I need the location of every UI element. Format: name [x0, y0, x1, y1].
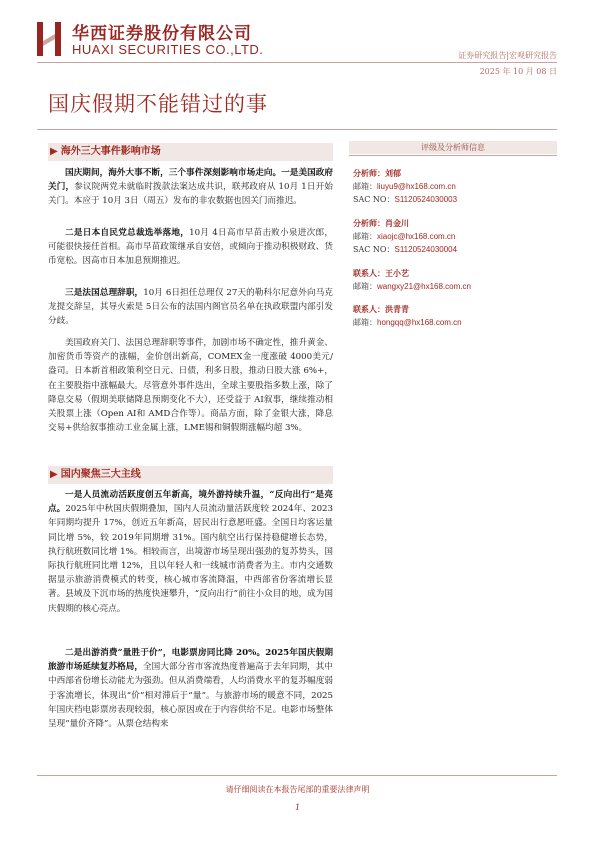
- contact-email[interactable]: 邮箱：wangxy21@hx168.com.cn: [353, 282, 471, 291]
- page-number: 1: [294, 803, 301, 812]
- section-heading-overseas: ▶ 海外三大事件影响市场: [48, 143, 333, 161]
- header-divider: [37, 62, 557, 63]
- sidebar-divider: [349, 155, 557, 156]
- analyst-name: 分析师：刘郁: [353, 168, 401, 178]
- arrow-icon: ▶: [50, 469, 58, 480]
- contact-name: 联系人：王小艺: [353, 268, 409, 278]
- title-divider: [37, 129, 557, 130]
- paragraph: 美国政府关门、法国总理辞职等事件，加剧市场不确定性，推升黄金、加密货币等资产的涨幅，金价创出新高，COMEX金一度涨破 4000美元/盎司。日本新首相政策利空日元、日债，利多日股，推动日股大涨 6%+，在主要股指中涨幅最大。尽管意外事件迭出，全球主要股指多数上涨，除了降息交易（假期美联储降息预期变化不大），还受益于 AI叙事，继续推动相关股票上涨（Open AI和 AMD合作等）。商品方面，除了金银大涨，降息交易+供给叙事推动工业金属上涨，LME锡和铜假期涨幅均超 3%。: [48, 338, 333, 434]
- report-date: 2025 年 10 月 08 日: [479, 67, 557, 76]
- company-name-en: HUAXI SECURITIES CO.,LTD.: [72, 42, 264, 57]
- section-heading-domestic: ▶ 国内聚焦三大主线: [48, 466, 333, 484]
- analyst-sac: SAC NO：S1120524030003: [353, 195, 458, 204]
- paragraph: 三是法国总理辞职，10月 6日担任总理仅 27天的勒科尔尼意外向马克龙提交辞呈，其导火索是 5日公布的法国内阁官员名单在执政联盟内部引发分歧。: [48, 288, 333, 327]
- paragraph: 一是人员流动活跃度创五年新高，境外游持续升温，“反向出行”是亮点。2025年中秋国庆假期叠加，国内人员流动量活跃度较 2024年、2023年同期均提升 17%，创近五年新高，居民出行意愿旺盛。全国日均客运量同比增 5%，较 2019年同期增 31%。国内航空出行保持稳健增长态势，执行航班数同比增 1%。相较而言，出境游市场呈现出强劲的复苏势头，国际执行航班同比增 12%，且以年轻人和一线城市消费者为主。市内交通数据显示旅游消费模式的转变，核心城市客流降温，中西部省份客流增长显著。县域及下沉市场的热度快速攀升，“反向出行”前往小众目的地，成为国庆假期的核心亮点。: [48, 490, 333, 614]
- contact-name: 联系人：洪青青: [353, 304, 409, 314]
- huaxi-logo-icon: [37, 22, 61, 56]
- analyst-sac: SAC NO：S1120524030004: [353, 245, 458, 254]
- page-title: 国庆假期不能错过的事: [48, 92, 268, 116]
- legal-disclaimer: 请仔细阅读在本报告尾部的重要法律声明: [225, 785, 370, 794]
- paragraph: 国庆期间，海外大事不断，三个事件深刻影响市场走向。一是美国政府关门，参议院两党未就临时拨款法案达成共识，联邦政府从 10月 1日开始关门。本应于 10月 3日（周五）发布的非农数据也因关门而推迟。: [48, 168, 333, 207]
- analyst-email[interactable]: 邮箱：xiaojc@hx168.com.cn: [353, 232, 456, 241]
- analyst-email[interactable]: 邮箱：liuyu9@hx168.com.cn: [353, 182, 456, 191]
- paragraph: 二是日本自民党总裁选举落地，10月 4日高市早苗击败小泉进次郎，可能很快接任首相。高市早苗政策继承自安倍，或倾向于推动积极财政、货币宽松。因高市日本加息预期推迟。: [48, 228, 333, 267]
- report-type: 证券研究报告|宏观研究报告: [458, 51, 557, 60]
- analyst-name: 分析师：肖金川: [353, 218, 409, 228]
- paragraph: 二是出游消费“量胜于价”，电影票房同比降 20%。2025年国庆假期旅游市场延续复苏格局，全国大部分省市客流热度普遍高于去年同期，其中中西部省份增长动能尤为强劲。但从消费端看，人均消费水平的复苏幅度弱于客流增长，体现出“价”相对滞后于“量”。与旅游市场的暖意不同，2025年国庆档电影票房表现较弱，核心原因或在于内容供给不足。电影市场整体呈现“量价齐降”。从票仓结构来: [48, 648, 333, 730]
- contact-email[interactable]: 邮箱：hongqq@hx168.com.cn: [353, 318, 462, 327]
- company-name-cn: 华西证券股份有限公司: [72, 24, 252, 44]
- footer-divider: [37, 775, 557, 776]
- analyst-info-heading: 评级及分析师信息: [349, 141, 557, 154]
- arrow-icon: ▶: [50, 146, 58, 157]
